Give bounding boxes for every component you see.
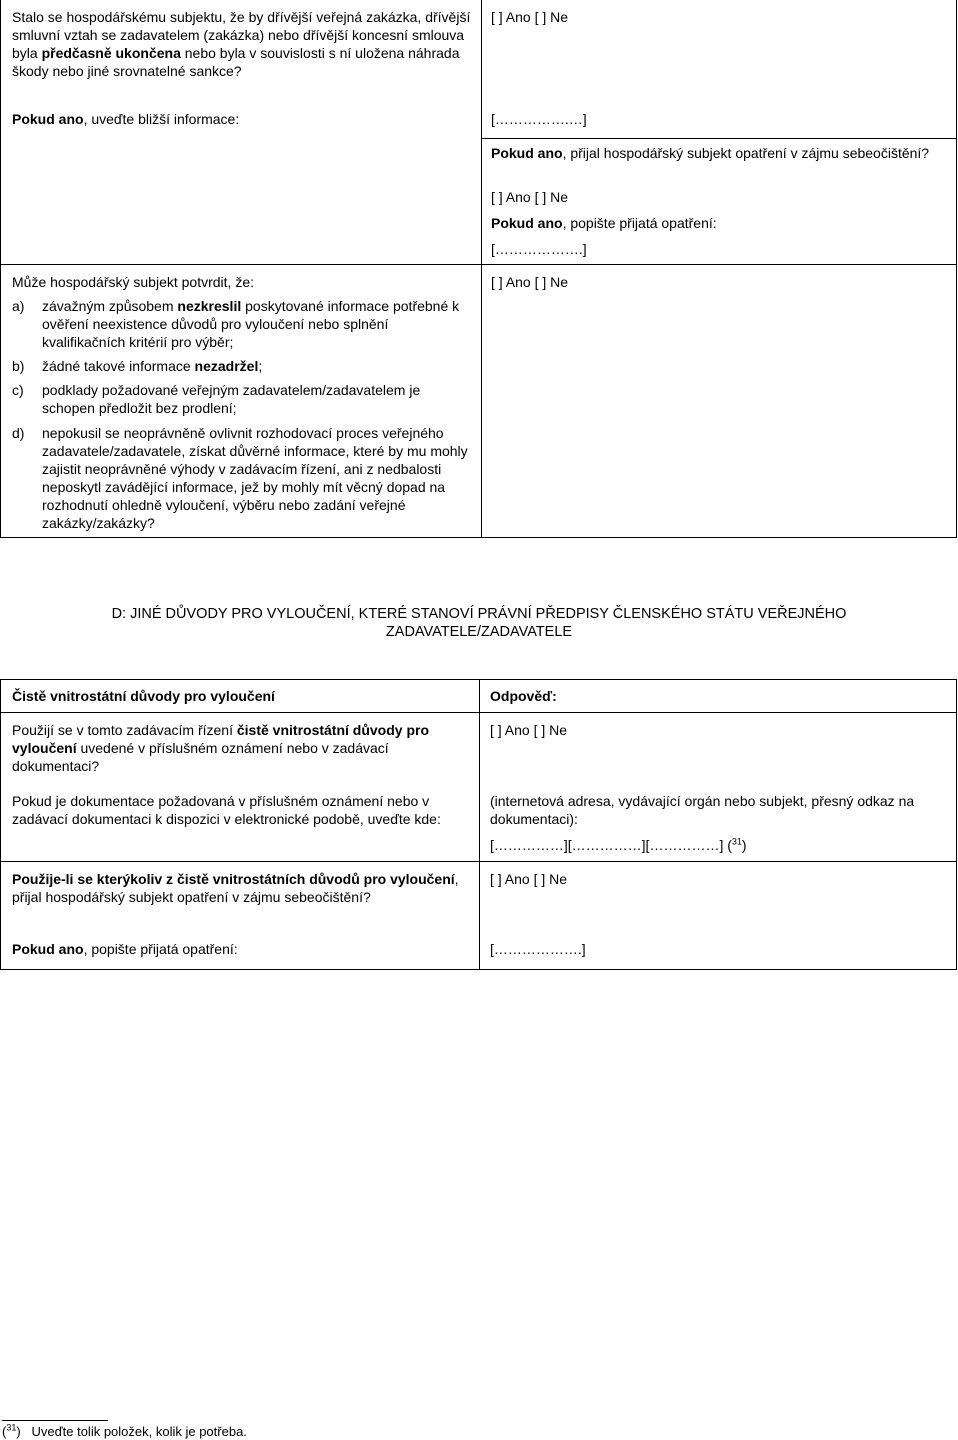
- row-divider: [1, 861, 956, 862]
- item-label: d): [12, 425, 25, 441]
- self-cleaning-national-answer[interactable]: [ ] Ano [ ] Ne: [490, 871, 568, 887]
- header-national-grounds: Čistě vnitrostátní důvody pro vyloučení: [12, 688, 275, 704]
- exclusion-table-d: [0, 679, 957, 970]
- item-text: závažným způsobem nezkreslil poskytované informace potřebné k ověření neexistence důvodů pro vyloučení nebo splnění kvalifikačních kritérií pro výběr;: [42, 298, 460, 350]
- documentation-reference-label: (internetová adresa, vydávající orgán nebo subjekt, přesný odkaz na dokumentaci):: [490, 793, 915, 827]
- footnote-ref: 31: [731, 836, 742, 847]
- details-prompt: Pokud ano, uveďte bližší informace:: [12, 111, 240, 127]
- footnote-number: 31: [6, 1422, 17, 1433]
- measures-prompt: Pokud ano, popište přijatá opatření:: [491, 215, 717, 231]
- section-d-title: D: JINÉ DŮVODY PRO VYLOUČENÍ, KTERÉ STANOVÍ PRÁVNÍ PŘEDPISY ČLENSKÉHO STÁTU VEŘEJNÉHO ZADAVATELE/ZADAVATELE: [111, 606, 847, 640]
- item-text: podklady požadované veřejným zadavatelem/zadavatelem je schopen předložit bez prodlení;: [42, 382, 421, 416]
- measures-answer-field[interactable]: [……………….]: [491, 241, 587, 257]
- item-label: b): [12, 358, 25, 374]
- self-cleaning-national-question: Použije-li se kterýkoliv z čistě vnitrostátních důvodů pro vyloučení, přijal hospodářský subjekt opatření v zájmu sebeočištění?: [12, 871, 459, 905]
- column-divider: [479, 680, 480, 969]
- confirm-intro: Může hospodářský subjekt potvrdit, že:: [12, 274, 255, 290]
- item-label: a): [12, 298, 25, 314]
- answer-yes-no[interactable]: [ ] Ano [ ] Ne: [491, 9, 569, 25]
- question-national-grounds: Použijí se v tomto zadávacím řízení čistě vnitrostátní důvody pro vyloučení uvedené v příslušném oznámení nebo v zadávací dokumentaci?: [12, 722, 430, 774]
- documentation-reference-fields[interactable]: [……………][……………][……………] ($^{31}$): [490, 836, 747, 853]
- row-divider: [1, 264, 956, 265]
- item-label: c): [12, 382, 24, 398]
- measures-national-prompt: Pokud ano, popište přijatá opatření:: [12, 941, 238, 957]
- item-text: nepokusil se neoprávněně ovlivnit rozhodovací proces veřejného zadavatele/zadavatele, získat důvěrné informace, které by mu mohly zajistit neoprávněné výhody v zadávacím řízení, ani z nedbalosti neposkytl zavádějící informace, jež by mohly mít věcný dopad na rozhodnutí ohledně vyloučení, výběru nebo zadání veřejné zakázky/zakázky?: [42, 425, 468, 531]
- footnote: ($^{31}$) Uveďte tolik položek, kolik je potřeba.: [2, 1422, 247, 1439]
- row-divider: [1, 712, 956, 713]
- details-answer-field[interactable]: […………….…]: [491, 111, 587, 127]
- header-answer: Odpověď:: [490, 688, 557, 704]
- question-early-termination: Stalo se hospodářskému subjektu, že by dřívější veřejná zakázka, dřívější smluvní vztah se zadavatelem (zakázka) nebo dřívější koncesní smlouva byla předčasně ukončena nebo byla v souvislosti s ní uložena náhrada škody nebo jiné srovnatelné sankce?: [12, 9, 471, 79]
- footnote-text: Uveďte tolik položek, kolik je potřeba.: [31, 1424, 247, 1439]
- exclusion-table-c: [0, 0, 957, 538]
- row-divider: [481, 138, 956, 139]
- self-cleaning-question: Pokud ano, přijal hospodářský subjekt opatření v zájmu sebeočištění?: [491, 145, 930, 161]
- item-text: žádné takové informace nezadržel;: [42, 358, 263, 374]
- measures-national-answer-field[interactable]: [……………….]: [490, 941, 586, 957]
- national-grounds-answer[interactable]: [ ] Ano [ ] Ne: [490, 722, 568, 738]
- confirm-answer[interactable]: [ ] Ano [ ] Ne: [491, 274, 569, 290]
- self-cleaning-answer[interactable]: [ ] Ano [ ] Ne: [491, 189, 569, 205]
- documentation-location-question: Pokud je dokumentace požadovaná v příslušném oznámení nebo v zadávací dokumentaci k dispozici v elektronické podobě, uveďte kde:: [12, 793, 441, 827]
- footnote-separator: [2, 1420, 108, 1421]
- column-divider: [481, 0, 482, 537]
